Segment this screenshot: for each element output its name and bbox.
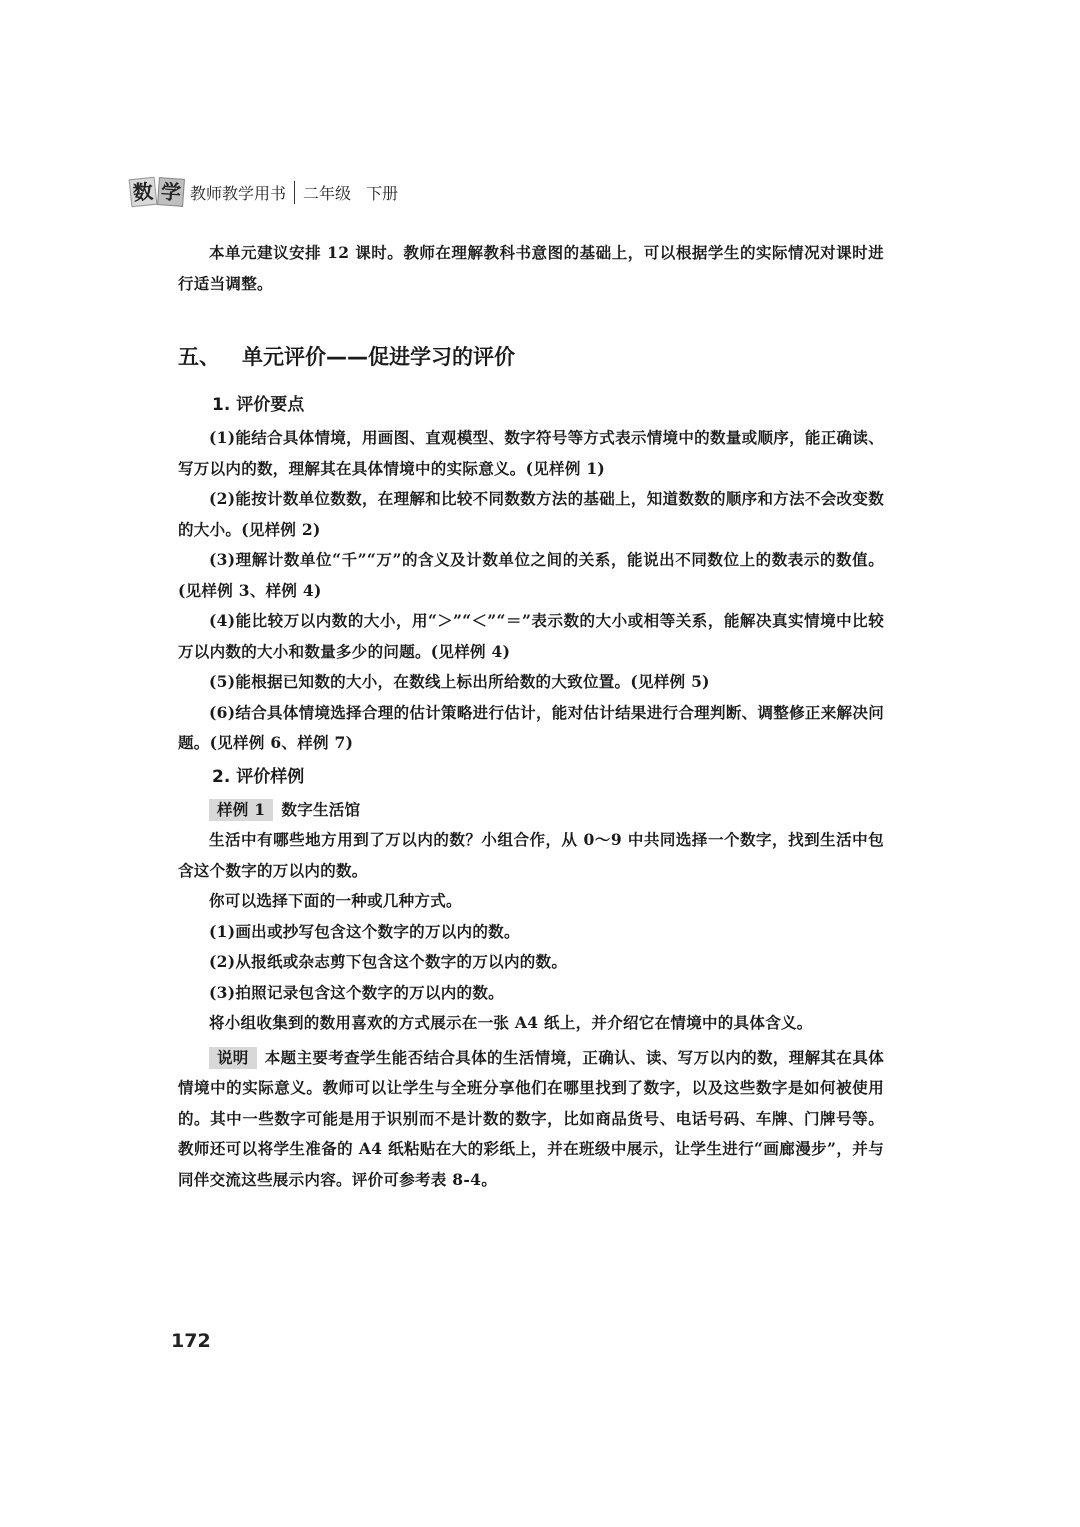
page-number: 172 bbox=[171, 1330, 211, 1352]
point-item: (3)理解计数单位“千”“万”的含义及计数单位之间的关系，能说出不同数位上的数表示的数值。(见样例 3、样例 4) bbox=[178, 550, 884, 600]
example1-tag: 样例 1 bbox=[209, 799, 273, 821]
section-title bbox=[178, 339, 884, 375]
header-book-title: 教师教学用书 bbox=[190, 181, 295, 204]
examples-title: 2. 评价样例 bbox=[212, 766, 305, 787]
example1-paragraph: (2)从报纸或杂志剪下包含这个数字的万以内的数。 bbox=[209, 952, 568, 971]
point-item: (6)结合具体情境选择合理的估计策略进行估计，能对估计结果进行合理判断、调整修正来解决问题。(见样例 6、样例 7) bbox=[178, 702, 884, 752]
header-grade: 二年级 下册 bbox=[303, 183, 399, 203]
section-title-text: 单元评价——促进学习的评价 bbox=[242, 345, 515, 369]
example1-name: 数字生活馆 bbox=[281, 799, 361, 819]
logo-char-1: 数 bbox=[129, 177, 158, 208]
example1-paragraph: 生活中有哪些地方用到了万以内的数？小组合作，从 0～9 中共同选择一个数字，找到生活中包含这个数字的万以内的数。 bbox=[178, 830, 884, 880]
note-paragraph bbox=[178, 1043, 884, 1196]
page-content bbox=[178, 238, 884, 1195]
math-logo bbox=[130, 178, 184, 206]
example1-paragraph: (3)拍照记录包含这个数字的万以内的数。 bbox=[209, 982, 504, 1002]
page-header bbox=[130, 175, 398, 209]
note-text: 本题主要考查学生能否结合具体的生活情境，正确认、读、写万以内的数，理解其在具体情境中的实际意义。教师可以让学生与全班分享他们在哪里找到了数字，以及这些数字是如何被使用的。其中一些数字可能是用于识别而不是计数的数字，比如商品货号、电话号码、车牌、门牌号等。教师还可以将学生准备的 A4 纸粘贴在大的彩纸上，并在班级中展示，让学生进行“画廊漫步”，并与同伴交流这些展示内容。评价可参考表 8-4。 bbox=[178, 1047, 884, 1189]
logo-char-2: 学 bbox=[157, 177, 185, 207]
note-tag: 说明 bbox=[209, 1047, 257, 1069]
example1-heading bbox=[178, 795, 884, 826]
point-item: (4)能比较万以内数的大小，用“＞”“＜”“＝”表示数的大小或相等关系，能解决真实情境中比较万以内数的大小和数量多少的问题。(见样例 4) bbox=[178, 611, 884, 661]
point-item: (5)能根据已知数的大小，在数线上标出所给数的大致位置。(见样例 5) bbox=[209, 672, 710, 691]
intro-paragraph: 本单元建议安排 12 课时。教师在理解教科书意图的基础上，可以根据学生的实际情况对课时进行适当调整。 bbox=[178, 243, 884, 293]
section-number: 五、 bbox=[178, 345, 220, 369]
example1-paragraph: (1)画出或抄写包含这个数字的万以内的数。 bbox=[209, 921, 520, 941]
points-title: 1. 评价要点 bbox=[212, 395, 305, 415]
example1-paragraph: 将小组收集到的数用喜欢的方式展示在一张 A4 纸上，并介绍它在情境中的具体含义。 bbox=[209, 1013, 813, 1032]
point-item: (2)能按计数单位数数，在理解和比较不同数数方法的基础上，知道数数的顺序和方法不会改变数的大小。(见样例 2) bbox=[178, 489, 884, 539]
example1-paragraph: 你可以选择下面的一种或几种方式。 bbox=[209, 891, 462, 910]
point-item: (1)能结合具体情境，用画图、直观模型、数字符号等方式表示情境中的数量或顺序，能正确读、写万以内的数，理解其在具体情境中的实际意义。(见样例 1) bbox=[178, 428, 884, 478]
